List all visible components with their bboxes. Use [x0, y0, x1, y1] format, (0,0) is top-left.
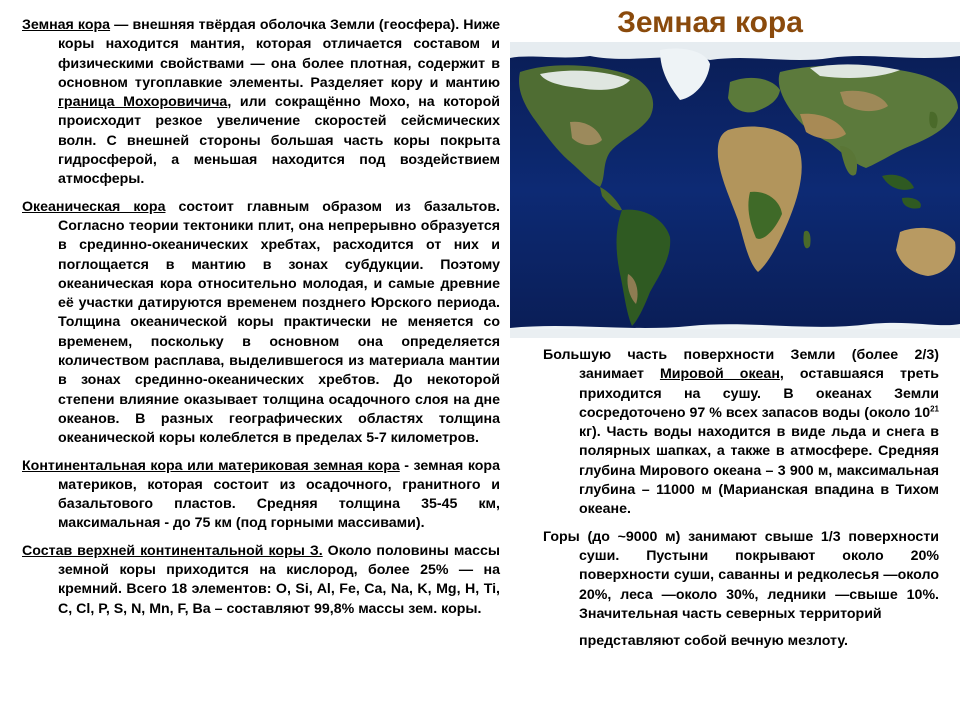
term-crust-composition[interactable]: Состав верхней континентальной коры З. — [22, 542, 323, 559]
link-world-ocean[interactable]: Мировой океан — [659, 366, 780, 383]
paragraph-world-ocean: Большую часть поверхности Земли (более 2/3) занимает Мировой океан, оставшаяся треть приходится на сушу. В океанах Земли сосредоточено 97 % всех запасов воды (около $10^{21}$ кг). Часть воды находится в виде льда и снега в полярных шапках, а также в атмосфере. Средняя глубина Мирового океана – 3 900 м, максимальная глубина – 11000 м (Марианская впадина в Тихом океане. — [543, 347, 939, 518]
paragraph-earth-crust: Земная кора — внешняя твёрдая оболочка Земли (геосфера). Ниже коры находится мантия, которая отличается составом и физическими свойствами — она более плотная, содержит в основном тугоплавкие элементы. Разделяет кору и мантию граница Мохоровичича, или сокращённо Мохо, на которой происходит резкое увеличение скоростей сейсмических волн. С внешней стороны большая часть коры покрыта гидросферой, а меньшая находится под воздействием атмосферы. — [22, 17, 500, 188]
paragraph-crust-composition: Состав верхней континентальной коры З. Около половины массы земной коры приходится на кислород, более 25% — на кремний. Всего 18 элементов: O, Si, Al, Fe, Ca, Na, K, Mg, H, Ti, C, Cl, P, S, N, Mn, F, Ba – составляют 99,8% массы зем. коры. — [22, 542, 500, 617]
left-text-column — [22, 16, 500, 627]
term-earth-crust[interactable]: Земная кора — [22, 17, 111, 33]
paragraph-oceanic-crust: Океаническая кора состоит главным образом из базальтов. Согласно теории тектоники плит, она непрерывно образуется в срединно-океанических хребтах, расходится от них и поглощается в мантию в зонах субдукции. Поэтому океаническая кора относительно молодая, и самые древние её участки датируются временем позднего Юрского периода. Толщина океанической коры практически не меняется со временем, поскольку в основном она определяется количеством расплава, выделившегося из материала мантии в зонах срединно-океанических хребтов. До некоторой степени влияние оказывает толщина осадочного слоя на дне океанов. В разных географических областях толщина океанической коры колеблется в пределах 5-7 километров. — [22, 198, 501, 447]
paragraph-continental-crust: Континентальная кора или материковая земная кора - земная кора материков, которая состоит из осадочного, гранитного и базальтового пластов. Средняя толщина 35-45 км, максимальная - до 75 км (под горными массивами). — [22, 457, 500, 532]
paragraph-mountains: Горы (до ~9000 м) занимают свыше 1/3 поверхности суши. Пустыни покрывают около 20% поверхности суши, саванны и редколесья —около 20%, леса —около 30%, ледники —свыше 10%. Значительная часть северных территорий — [543, 528, 939, 622]
slide-title: Земная кора — [617, 6, 803, 39]
term-continental-crust[interactable]: Континентальная кора или материковая земная кора — [22, 457, 400, 474]
paragraph-permafrost: представляют собой вечную мезлоту. — [579, 633, 848, 650]
world-map-icon — [510, 42, 960, 338]
link-moho[interactable]: граница Мохоровичича — [58, 94, 228, 111]
term-oceanic-crust[interactable]: Океаническая кора — [22, 198, 166, 215]
right-text-column — [543, 346, 939, 659]
world-map-image — [510, 42, 960, 338]
